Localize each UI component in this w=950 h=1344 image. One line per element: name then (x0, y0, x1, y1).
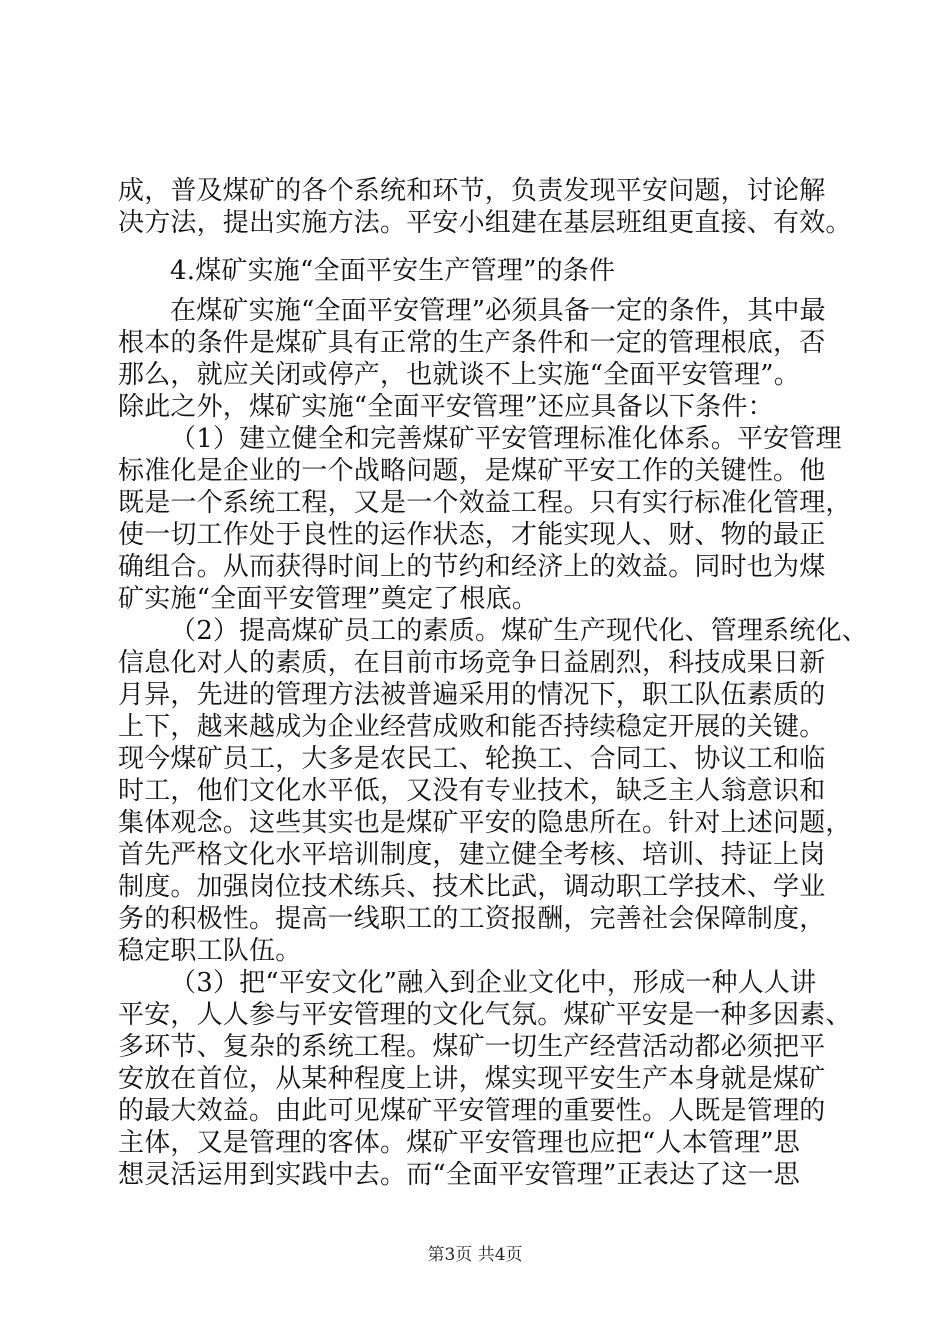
paragraph-line: 信息化对人的素质，在目前市场竞争日益剧烈，科技成果日新 (118, 648, 826, 678)
paragraph-line: 在煤矿实施“全面平安管理”必须具备一定的条件，其中最 (170, 296, 826, 326)
paragraph-line: 矿实施“全面平安管理”奠定了根底。 (118, 584, 538, 614)
paragraph-line: 务的积极性。提高一线职工的工资报酬，完善社会保障制度， (118, 904, 826, 934)
paragraph-line: （2）提高煤矿员工的素质。煤矿生产现代化、管理系统化、 (170, 616, 868, 646)
paragraph-line: 使一切工作处于良性的运作状态，才能实现人、财、物的最正 (118, 520, 826, 550)
paragraph-line: 安放在首位，从某种程度上讲，煤实现平安生产本身就是煤矿 (118, 1064, 826, 1094)
paragraph-line: （1）建立健全和完善煤矿平安管理标准化体系。平安管理 (170, 424, 842, 454)
paragraph-line: 成，普及煤矿的各个系统和环节，负责发现平安问题，讨论解 (118, 176, 826, 206)
paragraph-line: 制度。加强岗位技术练兵、技术比武，调动职工学技术、学业 (118, 872, 826, 902)
paragraph-line: 标准化是企业的一个战略问题，是煤矿平安工作的关键性。他 (118, 456, 826, 486)
paragraph-line: 的最大效益。由此可见煤矿平安管理的重要性。人既是管理的 (118, 1096, 826, 1126)
paragraph-line: 既是一个系统工程，又是一个效益工程。只有实行标准化管理， (118, 488, 852, 518)
paragraph-line: 那么，就应关闭或停产，也就谈不上实施“全面平安管理”。 (118, 360, 800, 390)
paragraph-line: 稳定职工队伍。 (118, 936, 302, 966)
paragraph-line: 首先严格文化水平培训制度，建立健全考核、培训、持证上岗 (118, 840, 826, 870)
paragraph-line: 月异，先进的管理方法被普遍采用的情况下，职工队伍素质的 (118, 680, 826, 710)
paragraph-line: 现今煤矿员工，大多是农民工、轮换工、合同工、协议工和临 (118, 744, 826, 774)
paragraph-line: 主体，又是管理的客体。煤矿平安管理也应把“人本管理”思 (118, 1128, 800, 1158)
section-heading: 4.煤矿实施“全面平安生产管理”的条件 (170, 256, 616, 286)
paragraph-line: 确组合。从而获得时间上的节约和经济上的效益。同时也为煤 (118, 552, 826, 582)
paragraph-line: 想灵活运用到实践中去。而“全面平安管理”正表达了这一思 (118, 1160, 800, 1190)
paragraph-line: 集体观念。这些其实也是煤矿平安的隐患所在。针对上述问题， (118, 808, 852, 838)
paragraph-line: 时工，他们文化水平低，又没有专业技术，缺乏主人翁意识和 (118, 776, 826, 806)
paragraph-line: 决方法，提出实施方法。平安小组建在基层班组更直接、有效。 (118, 208, 852, 238)
paragraph-line: 上下，越来越成为企业经营成败和能否持续稳定开展的关键。 (118, 712, 826, 742)
paragraph-line: 平安，人人参与平安管理的文化气氛。煤矿平安是一种多因素、 (118, 1000, 852, 1030)
paragraph-line: 根本的条件是煤矿具有正常的生产条件和一定的管理根底，否 (118, 328, 826, 358)
page-number-footer: 第3页 共4页 (427, 1245, 523, 1265)
paragraph-line: 多环节、复杂的系统工程。煤矿一切生产经营活动都必须把平 (118, 1032, 826, 1062)
paragraph-line: 除此之外，煤矿实施“全面平安管理”还应具备以下条件： (118, 392, 774, 422)
paragraph-line: （3）把“平安文化”融入到企业文化中，形成一种人人讲 (170, 968, 817, 998)
